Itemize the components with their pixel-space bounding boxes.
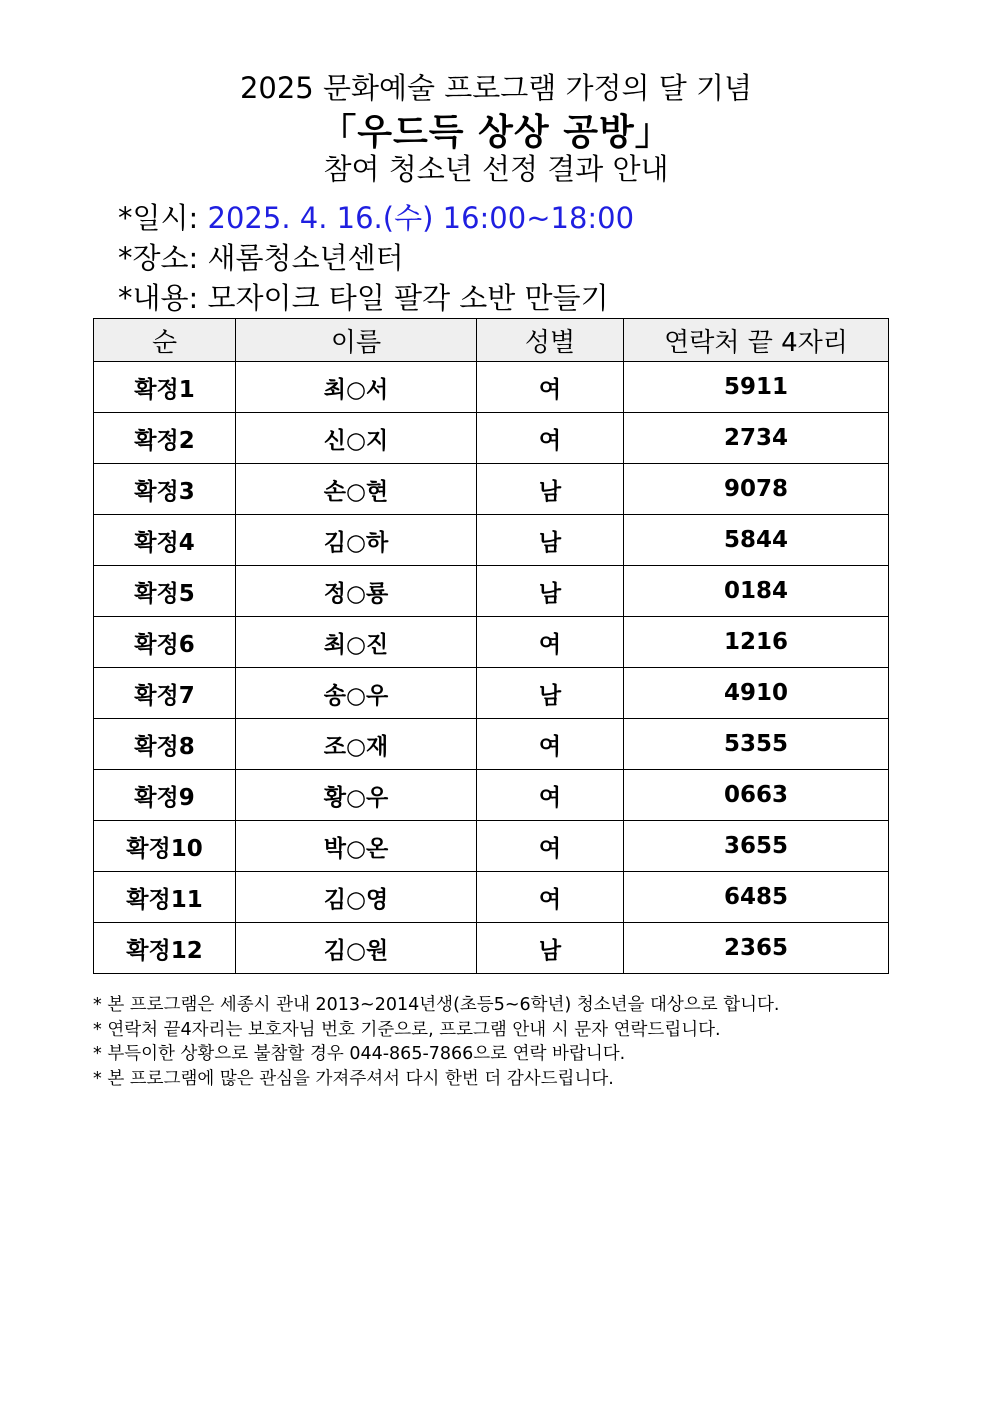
cell-phone: 2734: [624, 413, 889, 464]
date-value: 2025. 4. 16.(수) 16:00~18:00: [207, 201, 635, 235]
cell-phone: 1216: [624, 617, 889, 668]
title-line-3: 참여 청소년 선정 결과 안내: [323, 152, 669, 186]
table-row: [94, 770, 889, 821]
cell-name: 박○온: [236, 821, 477, 872]
cell-order: 확정11: [94, 872, 236, 923]
cell-order: 확정7: [94, 668, 236, 719]
cell-order: 확정6: [94, 617, 236, 668]
cell-name: 황○우: [236, 770, 477, 821]
cell-gender: 남: [477, 668, 624, 719]
cell-order: 확정4: [94, 515, 236, 566]
table-body: [94, 362, 889, 974]
cell-name: 조○재: [236, 719, 477, 770]
cell-gender: 여: [477, 413, 624, 464]
cell-gender: 남: [477, 515, 624, 566]
header-gender: 성별: [477, 319, 624, 362]
cell-phone: 0184: [624, 566, 889, 617]
cell-gender: 여: [477, 770, 624, 821]
info-content: [118, 276, 609, 317]
cell-phone: 0663: [624, 770, 889, 821]
note-3: * 부득이한 상황으로 불참할 경우 044-865-7866으로 연락 바랍니다.: [93, 1044, 626, 1064]
table-row: [94, 668, 889, 719]
cell-order: 확정9: [94, 770, 236, 821]
note-2: * 연락처 끝4자리는 보호자님 번호 기준으로, 프로그램 안내 시 문자 연락드립니다.: [93, 1019, 721, 1040]
table-row: [94, 515, 889, 566]
header-phone: 연락처 끝 4자리: [624, 319, 889, 362]
cell-gender: 여: [477, 719, 624, 770]
cell-phone: 6485: [624, 872, 889, 923]
cell-order: 확정8: [94, 719, 236, 770]
cell-order: 확정12: [94, 923, 236, 974]
title-line-1: 2025 문화예술 프로그램 가정의 달 기념: [239, 71, 753, 105]
header-name: 이름: [236, 319, 477, 362]
table-row: [94, 617, 889, 668]
cell-phone: 2365: [624, 923, 889, 974]
cell-gender: 남: [477, 923, 624, 974]
selection-table: [93, 318, 889, 974]
cell-gender: 남: [477, 566, 624, 617]
cell-order: 확정10: [94, 821, 236, 872]
content-label: *내용:: [118, 281, 208, 315]
table-row: [94, 872, 889, 923]
info-date: [118, 196, 634, 237]
cell-gender: 여: [477, 821, 624, 872]
cell-phone: 5911: [624, 362, 889, 413]
cell-phone: 5844: [624, 515, 889, 566]
header-order: 순: [94, 319, 236, 362]
cell-order: 확정5: [94, 566, 236, 617]
table-row: [94, 413, 889, 464]
note-1: * 본 프로그램은 세종시 관내 2013~2014년생(초등5~6학년) 청소년을 대상으로 합니다.: [93, 995, 780, 1015]
cell-phone: 9078: [624, 464, 889, 515]
content-value: 모자이크 타일 팔각 소반 만들기: [207, 281, 609, 315]
place-value: 새롬청소년센터: [207, 241, 404, 275]
cell-name: 김○하: [236, 515, 477, 566]
cell-name: 손○현: [236, 464, 477, 515]
cell-gender: 여: [477, 872, 624, 923]
cell-order: 확정2: [94, 413, 236, 464]
date-label: *일시:: [118, 201, 208, 235]
cell-name: 송○우: [236, 668, 477, 719]
info-place: [118, 236, 404, 277]
table-row: [94, 821, 889, 872]
cell-phone: 3655: [624, 821, 889, 872]
cell-gender: 여: [477, 617, 624, 668]
table-row: [94, 566, 889, 617]
cell-order: 확정3: [94, 464, 236, 515]
cell-name: 최○서: [236, 362, 477, 413]
table-header-row: [94, 319, 889, 362]
table-row: [94, 719, 889, 770]
cell-name: 김○원: [236, 923, 477, 974]
cell-gender: 여: [477, 362, 624, 413]
cell-name: 최○진: [236, 617, 477, 668]
table-row: [94, 464, 889, 515]
program-title: 「우드득 상상 공방」: [320, 112, 672, 153]
place-label: *장소:: [118, 241, 208, 275]
notes: [93, 993, 779, 1091]
cell-name: 신○지: [236, 413, 477, 464]
cell-gender: 남: [477, 464, 624, 515]
table-row: [94, 923, 889, 974]
cell-name: 정○룡: [236, 566, 477, 617]
cell-order: 확정1: [94, 362, 236, 413]
note-4: * 본 프로그램에 많은 관심을 가져주셔서 다시 한번 더 감사드립니다.: [93, 1068, 614, 1089]
cell-name: 김○영: [236, 872, 477, 923]
cell-phone: 5355: [624, 719, 889, 770]
cell-phone: 4910: [624, 668, 889, 719]
table-row: [94, 362, 889, 413]
